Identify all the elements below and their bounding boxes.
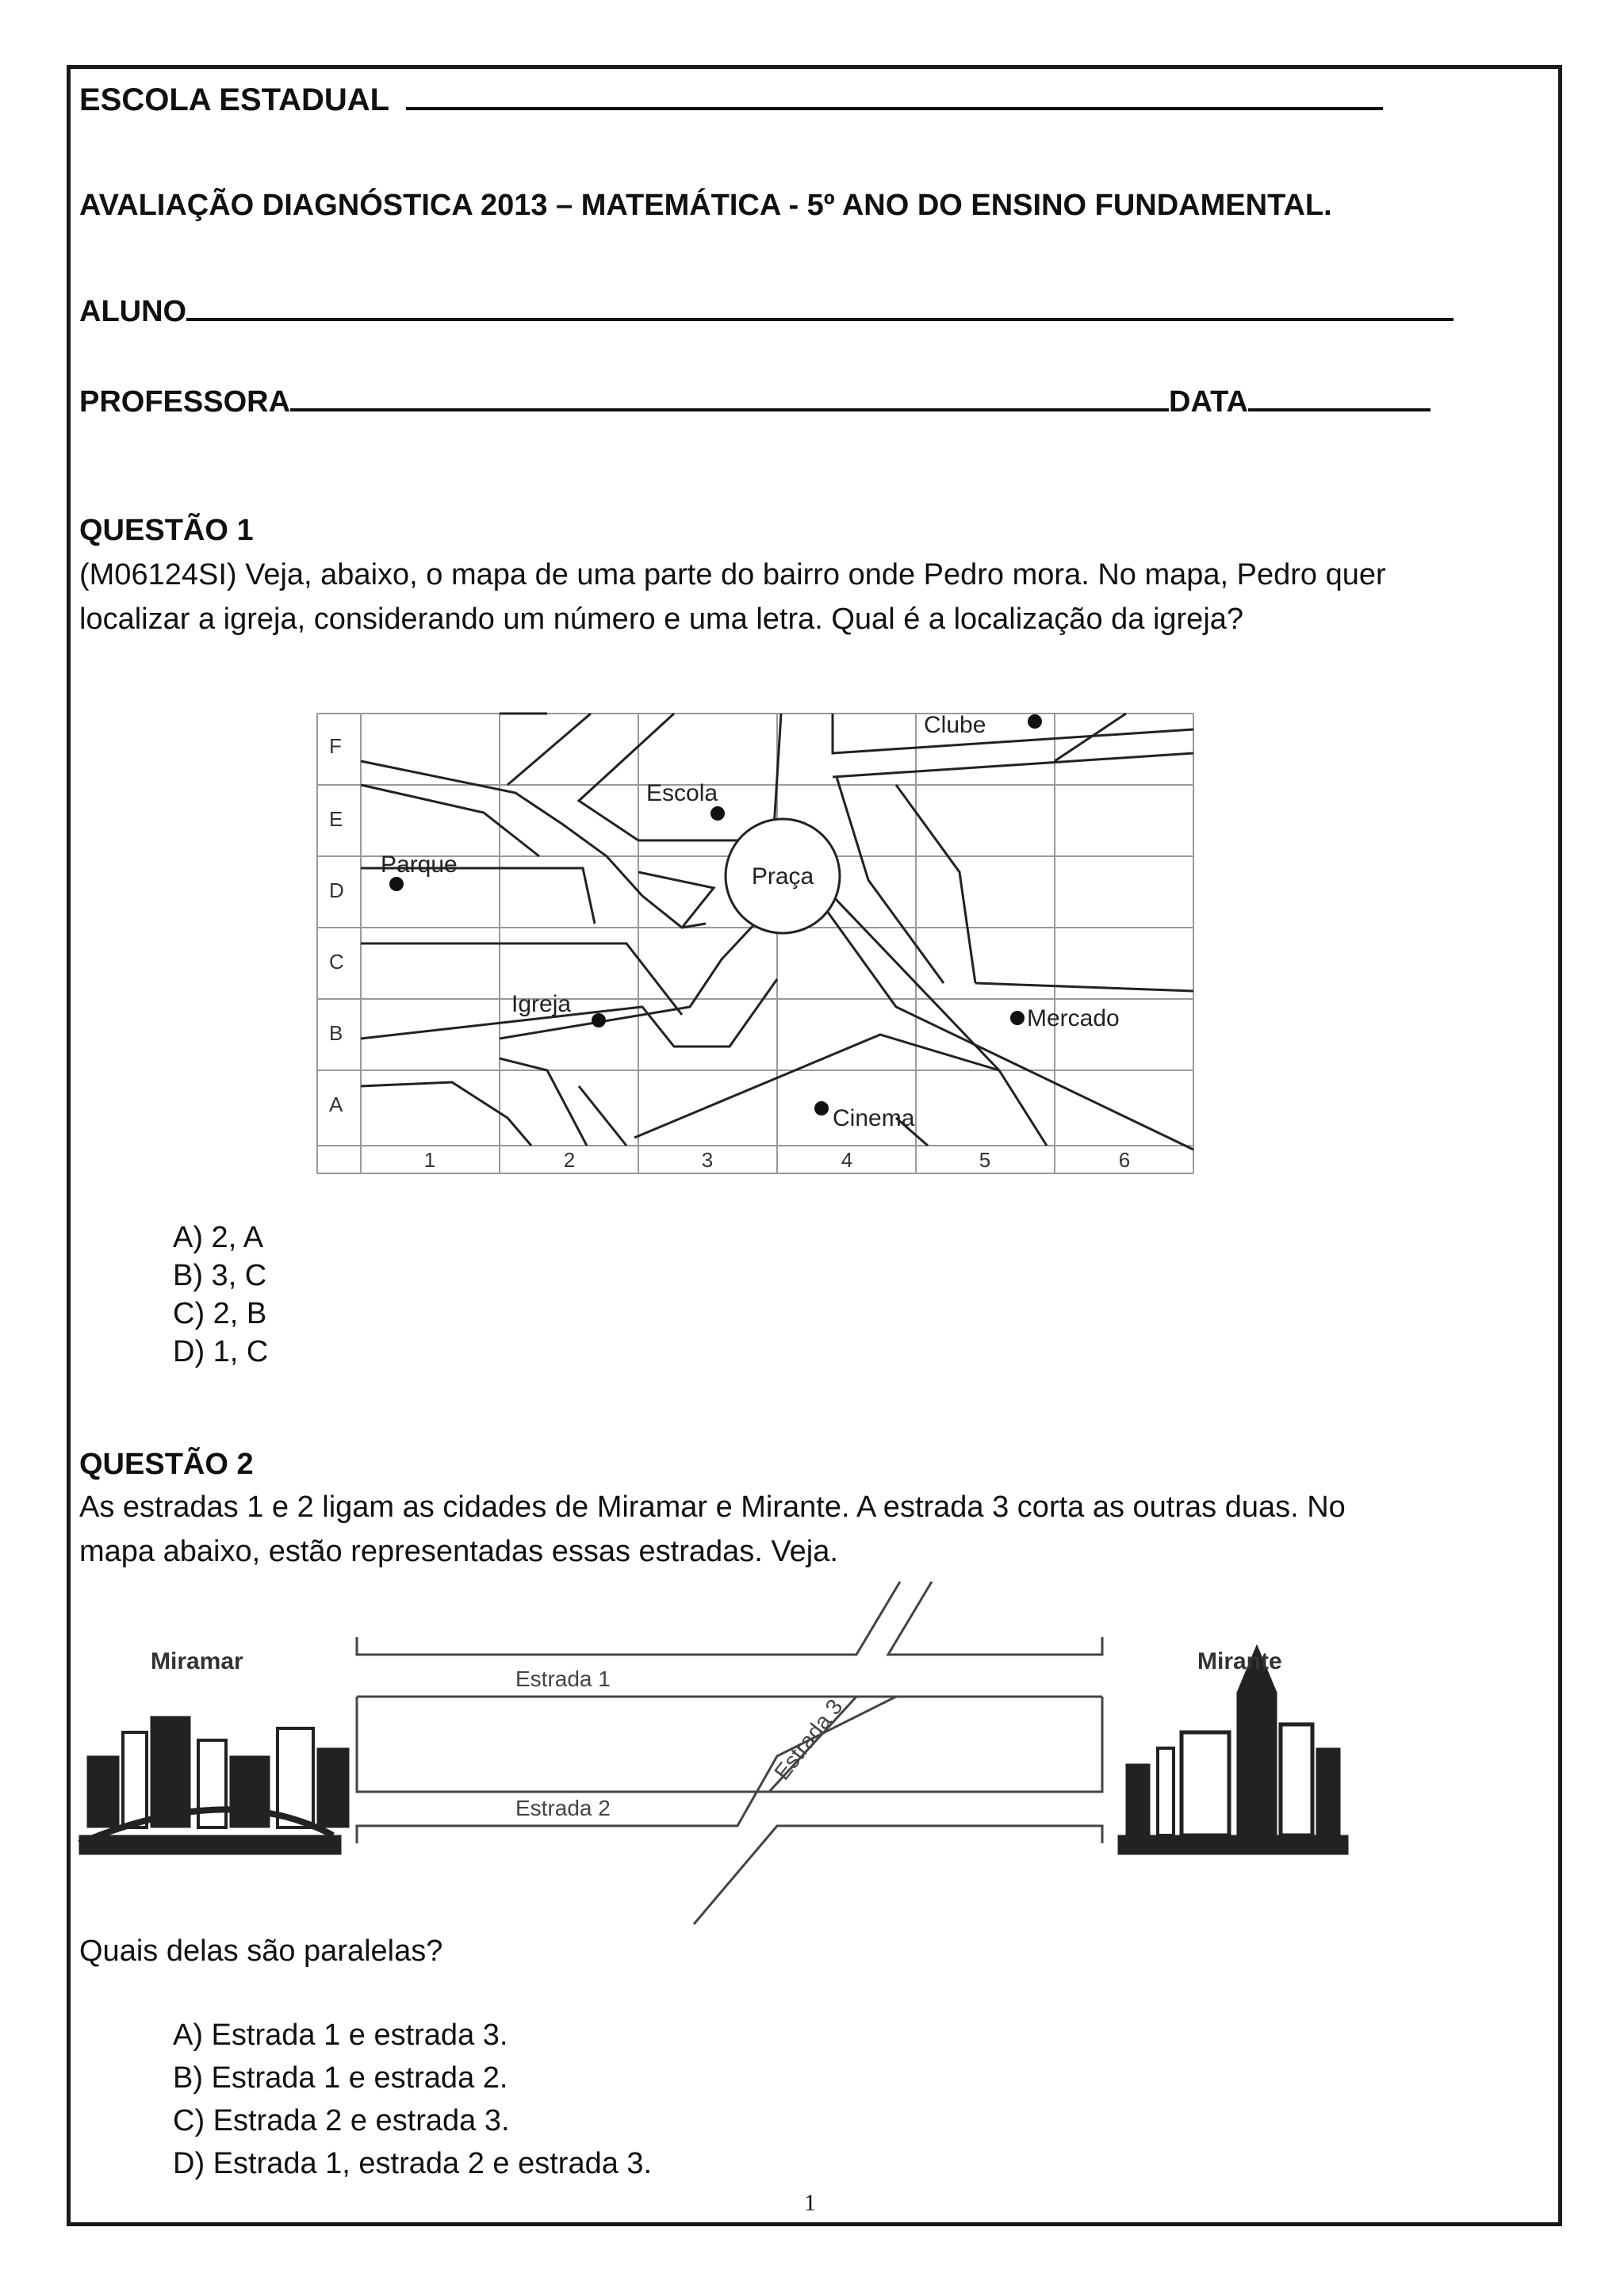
row-label-c: C [329,950,344,974]
page-number: 1 [804,2190,816,2216]
col-label-2: 2 [563,1148,576,1172]
col-label-3: 3 [701,1148,714,1172]
place-clube: Clube [924,712,986,738]
road-2-label: Estrada 2 [515,1796,611,1820]
date-blank-line[interactable] [1248,408,1431,411]
road-1-label: Estrada 1 [515,1667,611,1691]
question-2-text-line1: As estradas 1 e 2 ligam as cidades de Miramar e Mirante. A estrada 3 corta as outras duas. No [79,1490,1346,1524]
col-label-1: 1 [423,1148,436,1172]
col-label-4: 4 [841,1148,853,1172]
question-1-text-line2: localizar a igreja, considerando um número e uma letra. Qual é a localização da igreja? [79,603,1244,636]
student-field [79,295,1454,329]
mirante-label: Mirante [1197,1648,1282,1674]
school-label: ESCOLA ESTADUAL [79,82,389,117]
question-1-title: QUESTÃO 1 [79,514,254,547]
question-1-option-c[interactable]: C) 2, B [173,1297,267,1330]
student-label: ALUNO [79,295,187,328]
student-blank-line[interactable] [186,318,1454,321]
mirante-city-icon [1118,1645,1348,1854]
map-row-labels [329,734,344,1116]
place-parque: Parque [381,851,458,878]
exam-title: AVALIAÇÃO DIAGNÓSTICA 2013 – MATEMÁTICA - 5º ANO DO ENSINO FUNDAMENTAL. [79,189,1332,222]
question-2-option-d[interactable]: D) Estrada 1, estrada 2 e estrada 3. [173,2147,653,2180]
neighborhood-map [309,706,1213,1181]
row-label-f: F [329,734,342,758]
roads-figure [71,1574,1388,1931]
date-label: DATA [1169,385,1248,419]
question-1-text-line1: (M06124SI) Veja, abaixo, o mapa de uma parte do bairro onde Pedro mora. No mapa, Pedro quer [79,558,1386,591]
place-mercado: Mercado [1027,1005,1120,1031]
place-escola: Escola [646,780,718,806]
question-2-text-line2: mapa abaixo, estão representadas essas estradas. Veja. [79,1535,838,1568]
question-2-prompt: Quais delas são paralelas? [79,1934,443,1968]
question-1-option-a[interactable]: A) 2, A [173,1221,264,1254]
road-3-label: Estrada 3 [769,1694,848,1785]
question-2-option-a[interactable]: A) Estrada 1 e estrada 3. [173,2019,508,2052]
teacher-label: PROFESSORA [79,385,291,419]
row-label-b: B [329,1021,343,1045]
miramar-label: Miramar [151,1648,243,1674]
row-label-d: D [329,878,344,902]
question-1-option-b[interactable]: B) 3, C [173,1259,267,1292]
place-cinema: Cinema [833,1105,915,1131]
roads-lines [357,1582,1102,1924]
question-1-option-d[interactable]: D) 1, C [173,1335,269,1368]
school-field [79,82,1383,118]
question-2-title: QUESTÃO 2 [79,1448,254,1481]
row-label-e: E [329,807,343,831]
miramar-city-icon [79,1716,349,1854]
question-2-option-b[interactable]: B) Estrada 1 e estrada 2. [173,2061,508,2095]
row-label-a: A [329,1093,343,1116]
place-praca: Praça [751,863,814,890]
col-label-5: 5 [979,1148,991,1172]
place-igreja: Igreja [511,991,572,1017]
school-blank-line[interactable] [406,107,1383,110]
teacher-blank-line[interactable] [290,408,1169,411]
col-label-6: 6 [1118,1148,1131,1172]
question-2-option-c[interactable]: C) Estrada 2 e estrada 3. [173,2104,510,2137]
teacher-date-field [79,385,1431,419]
